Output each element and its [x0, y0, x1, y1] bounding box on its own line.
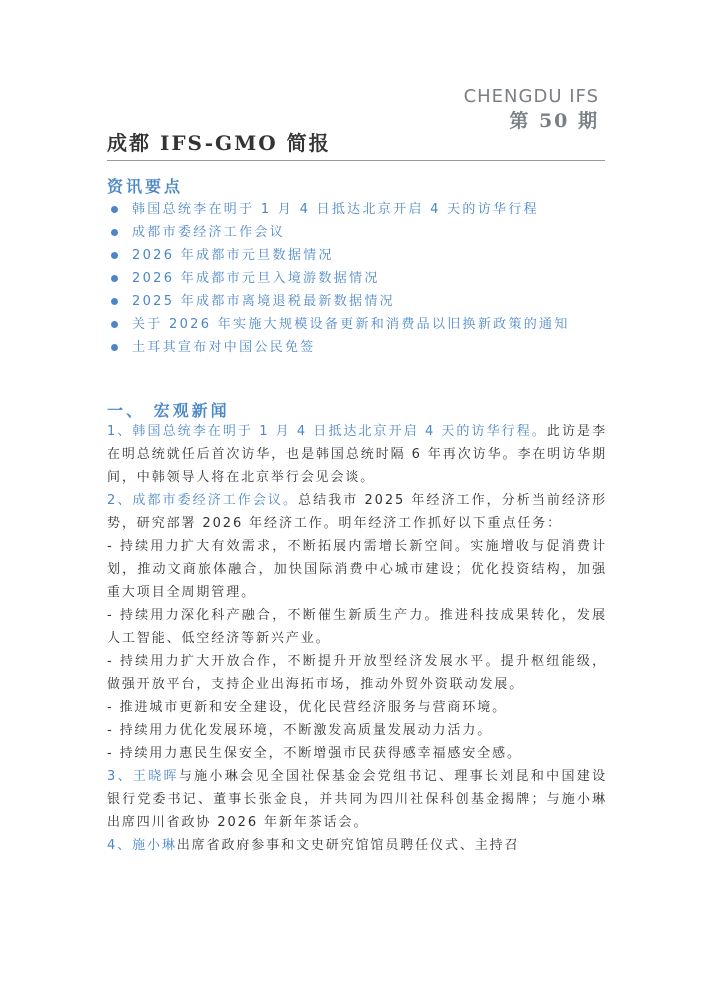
- title-divider: [107, 160, 605, 161]
- list-item: [107, 198, 607, 221]
- news-text: 总结我市 2025 年经济工作，分析当前经济形势，研究部署 2026 年经济工作。明年经济工作抓好以下重点任务：: [107, 493, 607, 531]
- highlights-heading: 资讯要点: [107, 177, 184, 196]
- news-text: - 持续用力深化科产融合，不断催生新质生产力。推进科技成果转化，发展人工智能、低空经济等新兴产业。: [107, 608, 607, 646]
- list-item: [107, 267, 607, 290]
- bullet-icon: [111, 344, 118, 351]
- news-item: [107, 535, 607, 604]
- news-item: [107, 489, 607, 535]
- highlight-text: 土耳其宣布对中国公民免签: [132, 340, 316, 355]
- news-item: [107, 650, 607, 696]
- news-item: [107, 719, 607, 742]
- news-text: - 持续用力扩大开放合作，不断提升开放型经济发展水平。提升枢纽能级，做强开放平台，支持企业出海拓市场，推动外贸外资联动发展。: [107, 654, 607, 692]
- highlight-text: 2026 年成都市元旦入境游数据情况: [132, 271, 380, 286]
- news-item: [107, 604, 607, 650]
- highlights-list: [107, 198, 607, 359]
- news-item: [107, 834, 607, 857]
- bullet-icon: [111, 321, 118, 328]
- news-text: 此访是李在明总统就任后首次访华，也是韩国总统时隔 6 年再次访华。李在明访华期间，中韩领导人将在北京举行会见会谈。: [107, 424, 607, 485]
- news-text: - 持续用力扩大有效需求，不断拓展内需增长新空间。实施增收与促消费计划，推动文商旅体融合，加快国际消费中心城市建设；优化投资结构，加强重大项目全周期管理。: [107, 539, 607, 600]
- highlight-text: 2025 年成都市离境退税最新数据情况: [132, 294, 395, 309]
- news-text: - 推进城市更新和安全建设，优化民营经济服务与营商环境。: [107, 700, 508, 715]
- list-item: [107, 336, 607, 359]
- macro-heading: 一、 宏观新闻: [107, 401, 230, 420]
- highlight-text: 韩国总统李在明于 1 月 4 日抵达北京开启 4 天的访华行程: [132, 202, 539, 217]
- brand-logo: CHENGDU IFS: [463, 86, 599, 107]
- highlight-text: 关于 2026 年实施大规模设备更新和消费品以旧换新政策的通知: [132, 317, 570, 332]
- bullet-icon: [111, 252, 118, 259]
- bullet-icon: [111, 229, 118, 236]
- highlight-text: 2026 年成都市元旦数据情况: [132, 248, 334, 263]
- news-text: - 持续用力惠民生保安全，不断增强市民获得感幸福感安全感。: [107, 746, 522, 761]
- news-text: 出席省政府参事和文史研究馆馆员聘任仪式、主持召: [176, 838, 520, 853]
- bullet-icon: [111, 206, 118, 213]
- list-item: [107, 290, 607, 313]
- news-lead: 4、施小琳: [107, 838, 177, 853]
- issue-number: 第 50 期: [509, 110, 599, 132]
- bullet-icon: [111, 298, 118, 305]
- bullet-icon: [111, 275, 118, 282]
- list-item: [107, 313, 607, 336]
- news-lead: 1、韩国总统李在明于 1 月 4 日抵达北京开启 4 天的访华行程。: [107, 424, 547, 439]
- highlight-text: 成都市委经济工作会议: [132, 225, 286, 240]
- news-item: [107, 742, 607, 765]
- news-lead: 2、成都市委经济工作会议。: [107, 493, 299, 508]
- news-item: [107, 765, 607, 834]
- list-item: [107, 221, 607, 244]
- news-text: 与施小琳会见全国社保基金会党组书记、理事长刘昆和中国建设银行党委书记、董事长张金良，并共同为四川社保科创基金揭牌；与施小琳出席四川省政协 2026 年新年茶话会。: [107, 769, 607, 830]
- macro-news-body: [107, 420, 607, 857]
- news-item: [107, 696, 607, 719]
- news-lead: 3、王晓晖: [107, 769, 179, 784]
- list-item: [107, 244, 607, 267]
- news-text: - 持续用力优化发展环境，不断激发高质量发展动力活力。: [107, 723, 493, 738]
- news-item: [107, 420, 607, 489]
- page-title: 成都 IFS-GMO 简报: [107, 131, 331, 155]
